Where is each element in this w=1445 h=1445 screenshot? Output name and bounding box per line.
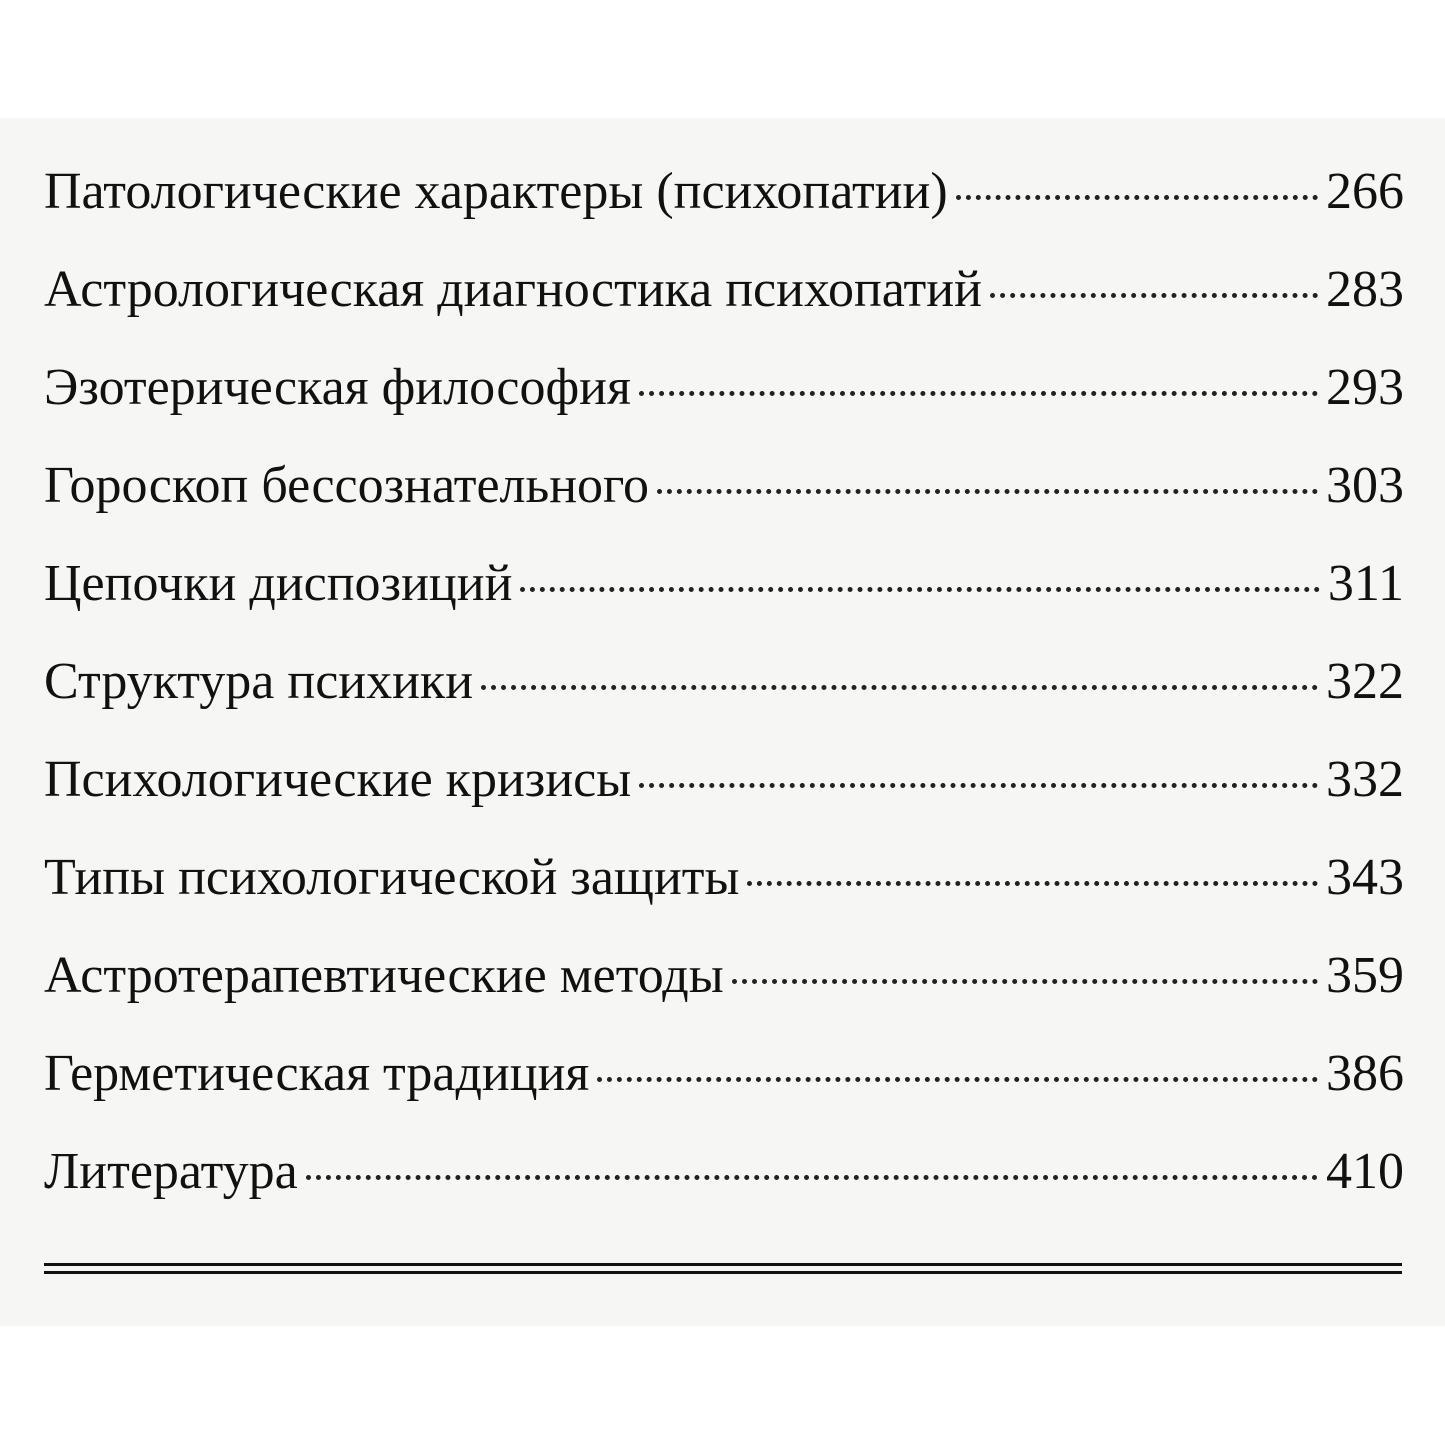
dot-leader	[657, 489, 1318, 494]
toc-entry-page: 410	[1326, 1143, 1404, 1200]
toc-entry-page: 332	[1326, 751, 1404, 808]
toc-entry	[44, 241, 1404, 339]
dot-leader	[956, 195, 1318, 200]
toc-entry	[44, 535, 1404, 633]
dot-leader	[306, 1175, 1318, 1180]
dot-leader	[732, 979, 1318, 984]
toc-entry-page: 311	[1327, 555, 1404, 612]
toc-entry-page: 283	[1326, 261, 1404, 318]
toc-entry-page: 359	[1326, 947, 1404, 1004]
dot-leader	[481, 685, 1318, 690]
toc-entry	[44, 731, 1404, 829]
toc-entry-page: 293	[1326, 359, 1404, 416]
toc-entry-title: Гороскоп бессознательного	[44, 457, 650, 514]
toc-entry	[44, 143, 1404, 241]
toc-entry	[44, 339, 1404, 437]
toc-entry-page: 343	[1326, 849, 1404, 906]
dot-leader	[990, 293, 1318, 298]
toc-entry	[44, 1025, 1404, 1123]
toc-entry	[44, 633, 1404, 731]
toc-entry-title: Патологические характеры (психопатии)	[44, 163, 948, 220]
double-rule-top-line	[44, 1263, 1402, 1266]
toc-entry-page: 303	[1326, 457, 1404, 514]
toc-entry-page: 266	[1326, 163, 1404, 220]
toc-entry	[44, 927, 1404, 1025]
toc-entry-title: Цепочки диспозиций	[44, 555, 513, 612]
toc-entry-title: Структура психики	[44, 653, 474, 710]
dot-leader	[747, 881, 1318, 886]
dot-leader	[639, 391, 1318, 396]
dot-leader	[597, 1077, 1318, 1082]
toc-entry	[44, 829, 1404, 927]
toc-entry-title: Литература	[44, 1143, 298, 1200]
double-rule-bottom-line	[44, 1271, 1402, 1274]
toc-entry-title: Типы психологической защиты	[44, 849, 740, 906]
toc-entry-title: Психологические кризисы	[44, 751, 632, 808]
toc-entry-title: Астрологическая диагностика психопатий	[44, 261, 982, 318]
toc-entry-page: 386	[1326, 1045, 1404, 1102]
toc-entry	[44, 437, 1404, 535]
toc-entry-title: Эзотерическая философия	[44, 359, 631, 416]
toc-entry-title: Герметическая традиция	[44, 1045, 590, 1102]
dot-leader	[639, 783, 1318, 788]
toc-entry-page: 322	[1326, 653, 1404, 710]
toc-entry	[44, 1123, 1404, 1221]
toc-entry-title: Астротерапевтические методы	[44, 947, 724, 1004]
table-of-contents	[44, 143, 1404, 1221]
dot-leader	[520, 587, 1320, 592]
